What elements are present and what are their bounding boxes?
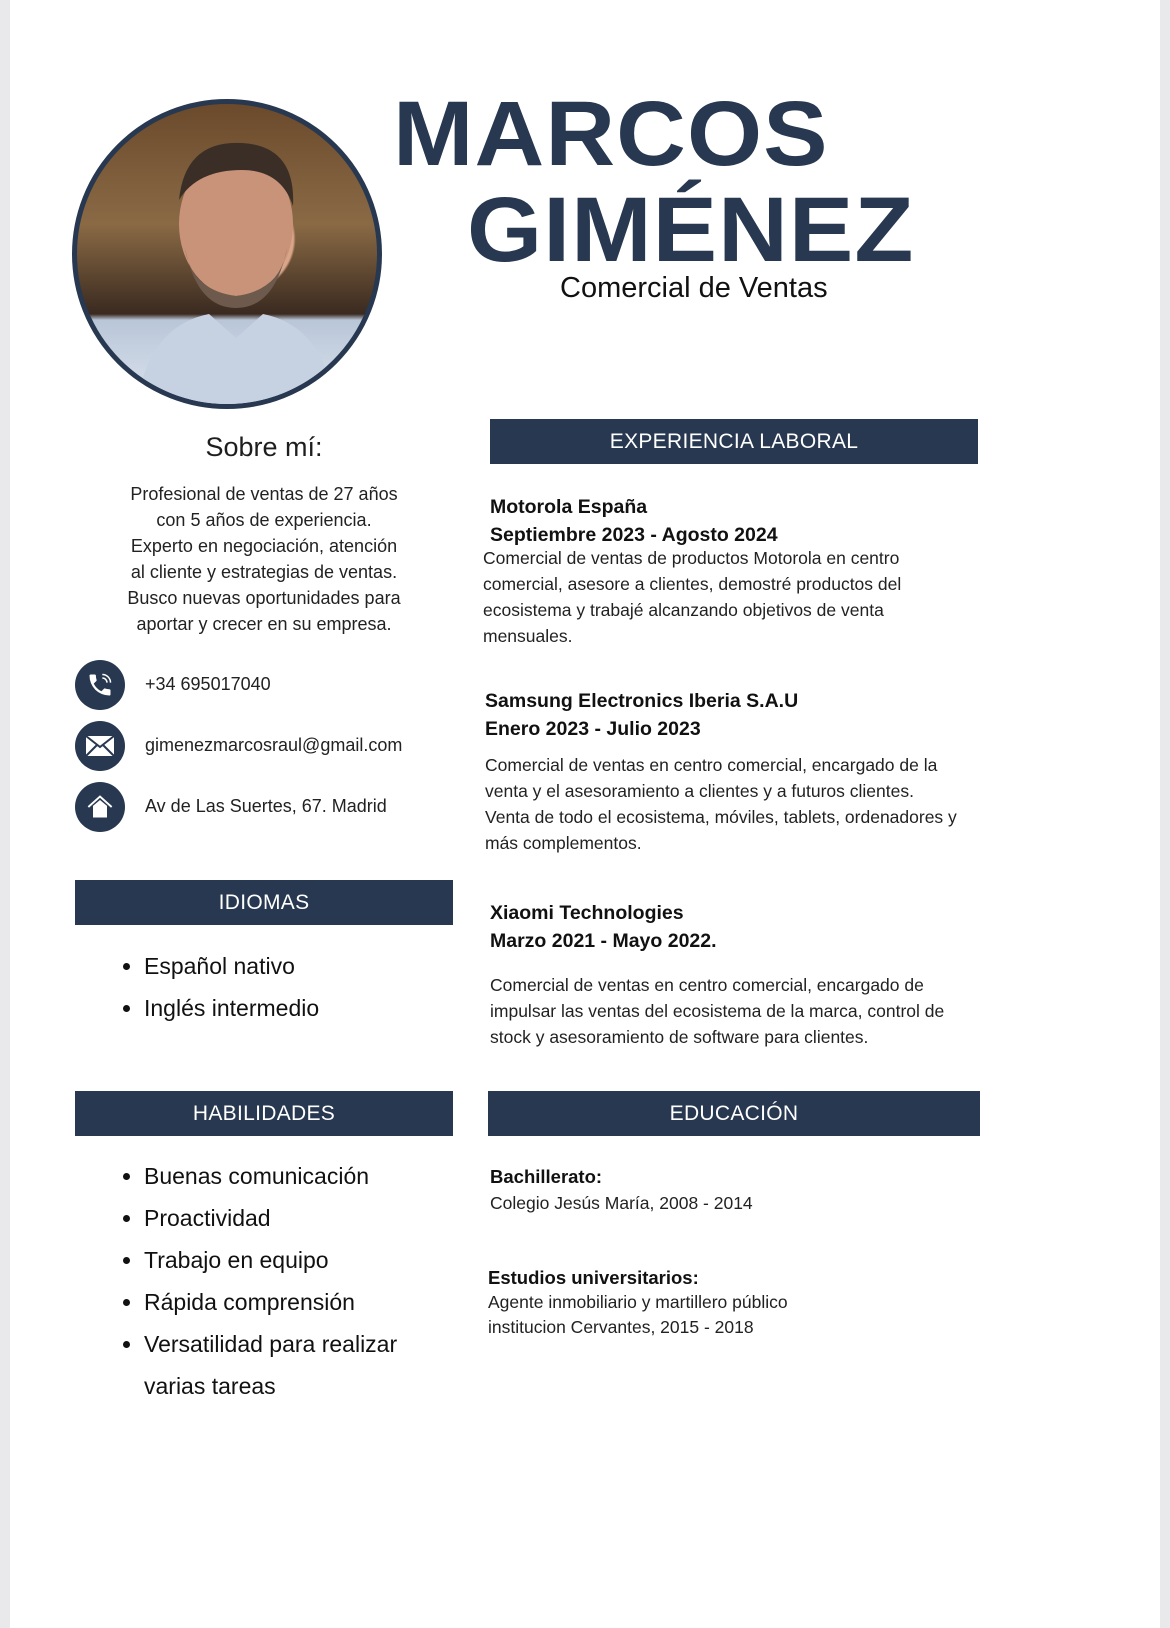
about-line: al cliente y estrategias de ventas.: [130, 562, 398, 582]
about-text: [75, 481, 453, 637]
job-company: Motorola España: [490, 496, 648, 518]
desc-line: ecosistema y trabajé alcanzando objetivos de venta: [483, 600, 884, 620]
job-description: [485, 752, 1065, 856]
email-icon: [75, 721, 125, 771]
about-line: con 5 años de experiencia.: [156, 510, 372, 530]
desc-line: Comercial de ventas de productos Motorola en centro: [483, 548, 900, 568]
job-description: [490, 972, 1050, 1050]
phone-icon: [75, 660, 125, 710]
education-detail: institucion Cervantes, 2015 - 2018: [488, 1317, 754, 1337]
about-line: Experto en negociación, atención: [130, 536, 398, 556]
skills-list: [112, 1155, 397, 1407]
skill-item: • Trabajo en equipo: [144, 1239, 397, 1281]
skills-heading: HABILIDADES: [75, 1091, 453, 1136]
job-company: Xiaomi Technologies: [490, 902, 684, 924]
desc-line: impulsar las ventas del ecosistema de la marca, control de: [490, 1001, 945, 1021]
language-item: • Inglés intermedio: [144, 987, 319, 1029]
language-item: • Español nativo: [144, 945, 319, 987]
desc-line: Comercial de ventas en centro comercial, encargado de la: [485, 755, 938, 775]
education-item: [488, 1265, 1048, 1340]
job-xiaomi: [490, 899, 717, 955]
desc-line: más complementos.: [485, 833, 642, 853]
skill-item: • Buenas comunicación: [144, 1155, 397, 1197]
home-icon: [75, 782, 125, 832]
education-heading: EDUCACIÓN: [488, 1091, 980, 1136]
desc-line: Venta de todo el ecosistema, móviles, tablets, ordenadores y: [485, 807, 957, 827]
languages-list: [112, 945, 319, 1029]
job-dates: Enero 2023 - Julio 2023: [485, 718, 701, 740]
education-detail: Agente inmobiliario y martillero público: [488, 1292, 788, 1312]
desc-line: Comercial de ventas en centro comercial, encargado de: [490, 975, 924, 995]
education-detail: Colegio Jesús María, 2008 - 2014: [490, 1193, 753, 1213]
job-description: [483, 545, 1043, 649]
phone-number: +34 695017040: [145, 674, 271, 694]
skill-item: • Proactividad: [144, 1197, 397, 1239]
education-title: Bachillerato:: [490, 1166, 603, 1187]
skill-item: • Versatilidad para realizar: [144, 1323, 397, 1365]
job-samsung: [485, 687, 798, 743]
address: Av de Las Suertes, 67. Madrid: [145, 796, 387, 816]
first-name: MARCOS: [393, 83, 829, 185]
about-heading: Sobre mí:: [205, 432, 323, 462]
email-address: gimenezmarcosraul@gmail.com: [145, 735, 403, 755]
desc-line: stock y asesoramiento de software para clientes.: [490, 1027, 869, 1047]
desc-line: comercial, asesore a clientes, demostré productos del: [483, 574, 902, 594]
job-company: Samsung Electronics Iberia S.A.U: [485, 690, 799, 712]
experience-heading: EXPERIENCIA LABORAL: [490, 419, 978, 464]
about-line: Profesional de ventas de 27 años: [130, 484, 398, 504]
education-title: Estudios universitarios:: [488, 1267, 699, 1288]
job-title: Comercial de Ventas: [560, 272, 828, 304]
skill-item-continued: varias tareas: [144, 1373, 276, 1399]
desc-line: venta y el asesoramiento a clientes y a futuros clientes.: [485, 781, 914, 801]
desc-line: mensuales.: [483, 626, 573, 646]
about-line: aportar y crecer en su empresa.: [136, 614, 392, 634]
profile-photo: [72, 99, 382, 409]
languages-heading: IDIOMAS: [75, 880, 453, 925]
skill-item: • Rápida comprensión: [144, 1281, 397, 1323]
education-item: [490, 1164, 1050, 1216]
about-line: Busco nuevas oportunidades para: [127, 588, 401, 608]
last-name: GIMÉNEZ: [467, 179, 915, 281]
job-dates: Marzo 2021 - Mayo 2022.: [490, 930, 717, 952]
job-dates: Septiembre 2023 - Agosto 2024: [490, 524, 778, 546]
job-motorola: [490, 493, 778, 549]
